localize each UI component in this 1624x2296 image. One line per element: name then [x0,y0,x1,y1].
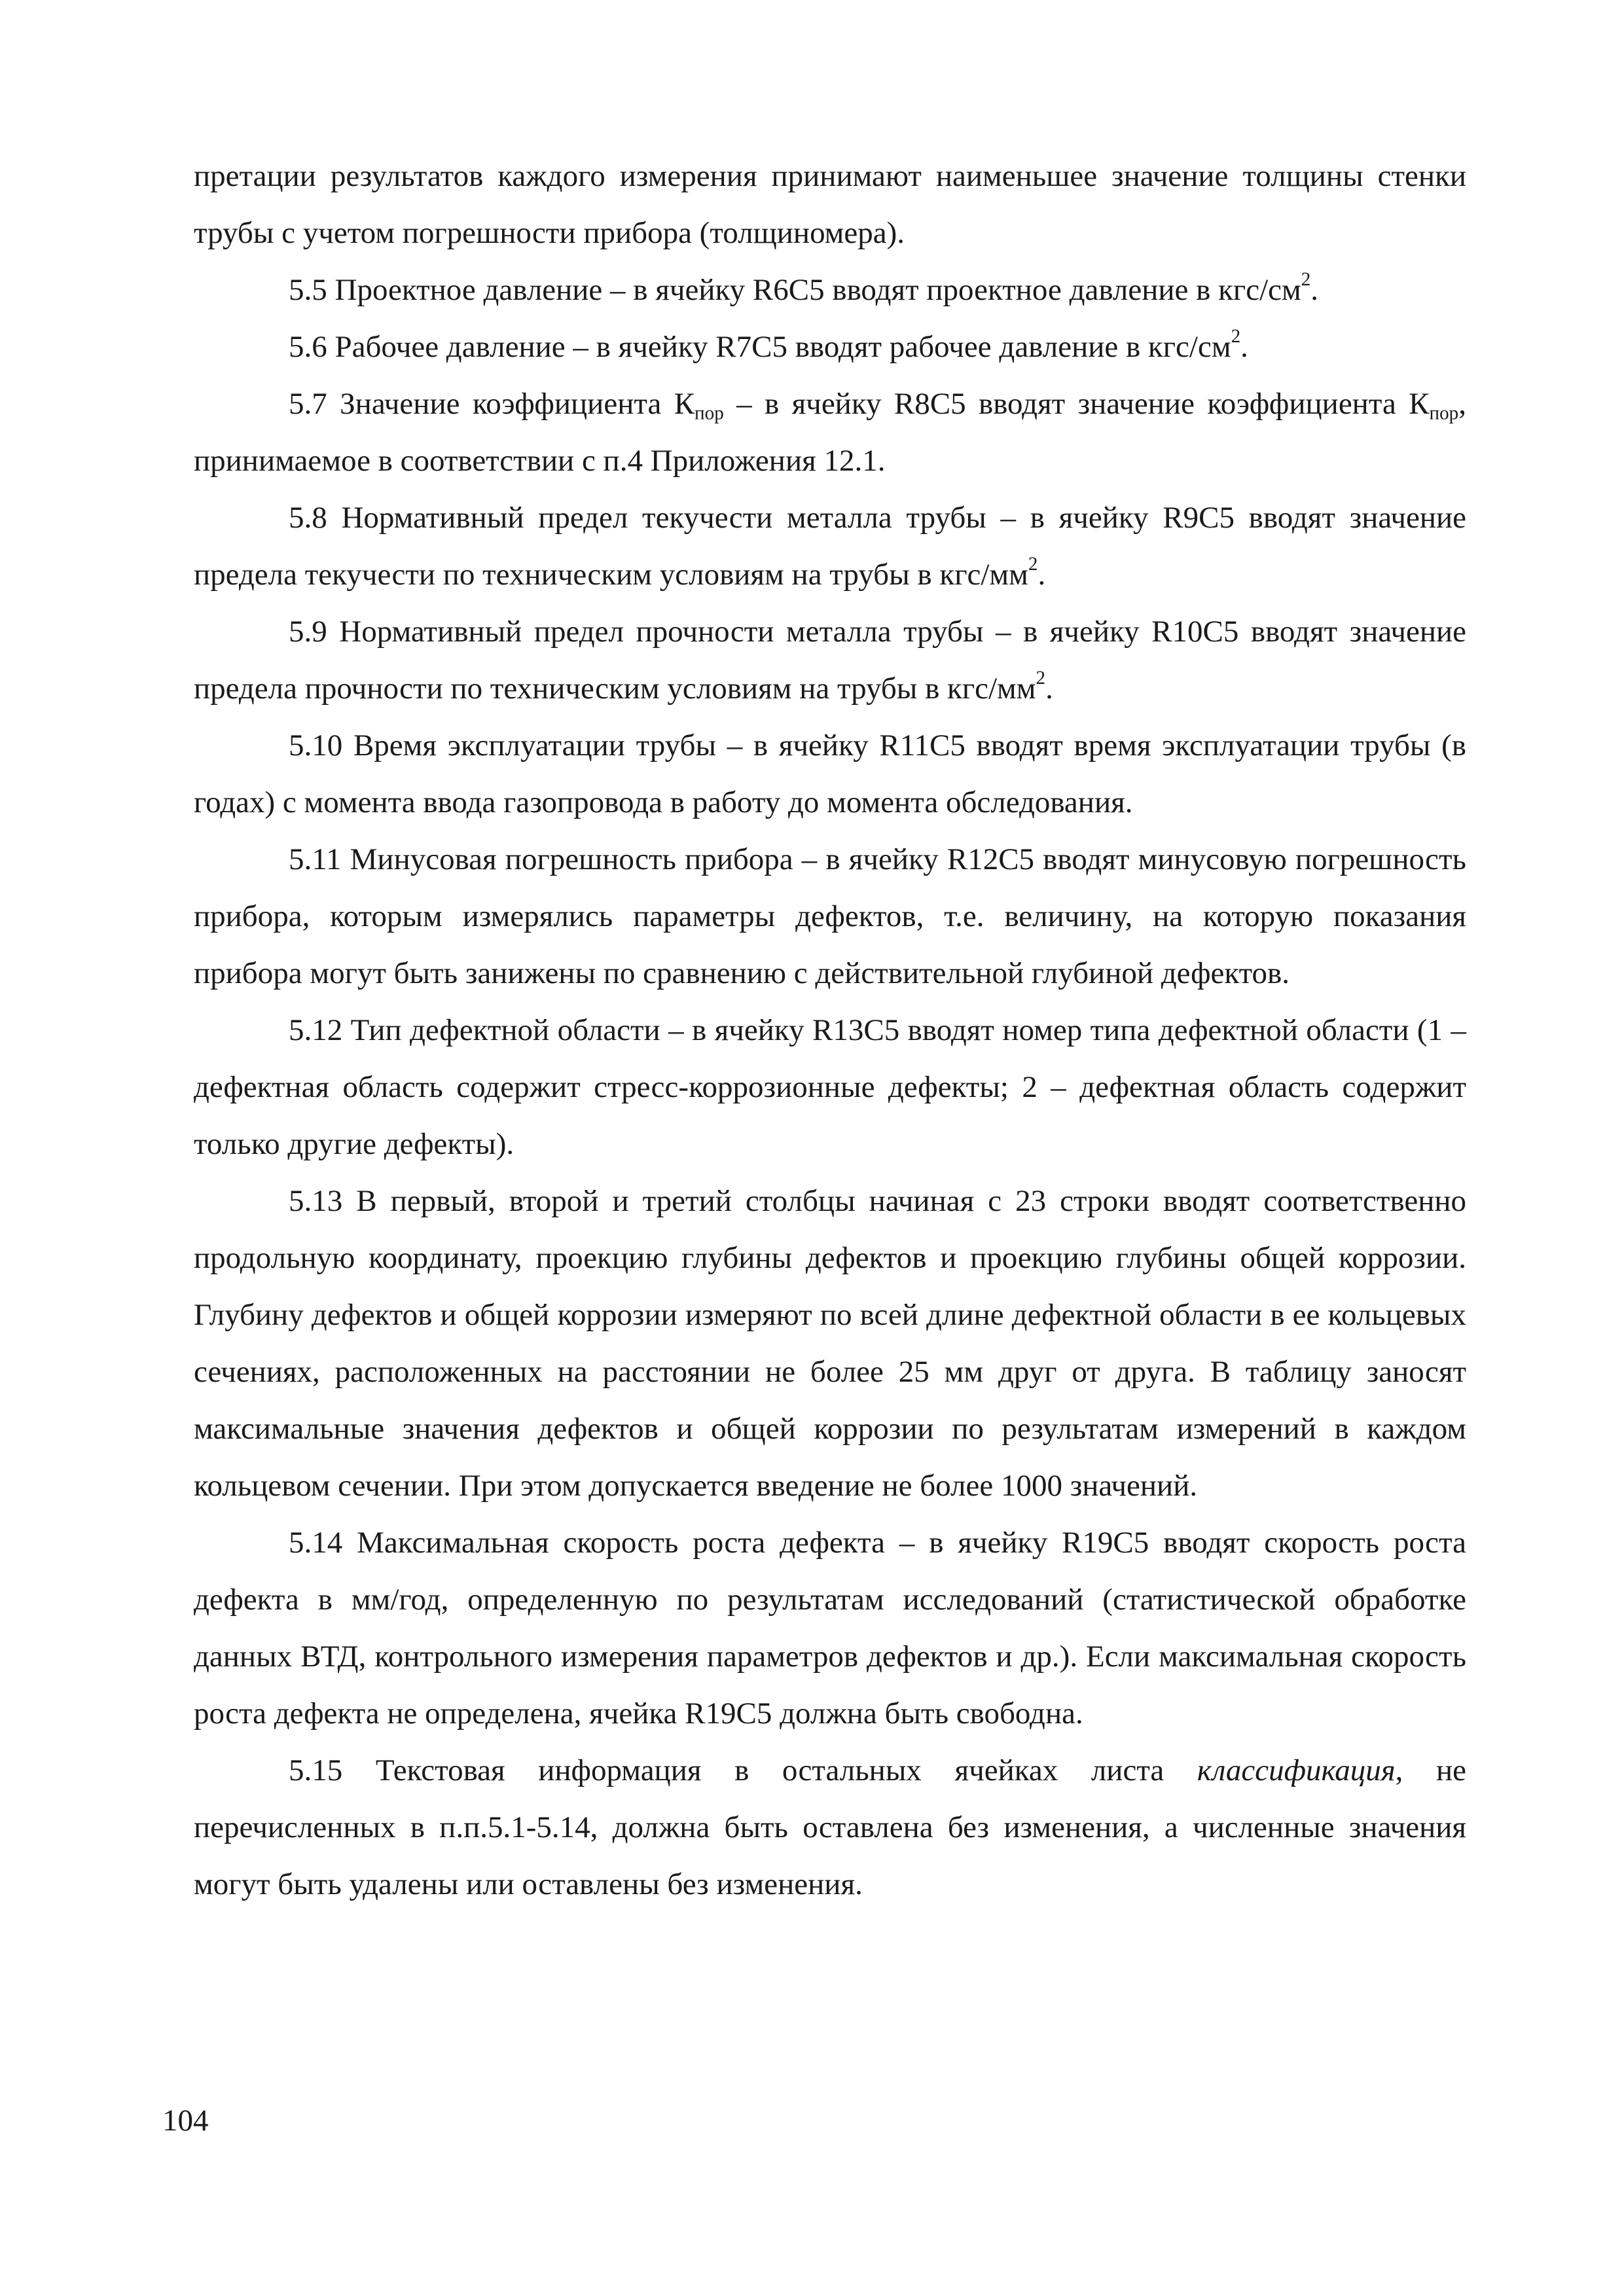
text-run: . [1045,672,1053,706]
subscript: пор [695,403,724,424]
paragraph-p5-13 [194,1173,1466,1515]
text-run: 5.9 Нормативный предел прочности металла трубы – в ячейку R10C5 вводят значение предела прочности по техническим условиям на трубы в кгс/мм [194,615,1466,706]
text-run: 5.12 Тип дефектной области – в ячейку R13C5 вводят номер типа дефектной области (1 – дефектная область содержит стресс-коррозионные дефекты; 2 – дефектная область содержит только другие дефекты). [194,1013,1466,1161]
text-run: 5.14 Максимальная скорость роста дефекта – в ячейку R19C5 вводят скорость роста дефекта в мм/год, определенную по результатам исследований (статистической обработке данных ВТД, контрольного измерения параметров дефектов и др.). Если максимальная скорость роста дефекта не определена, ячейка R19C5 должна быть свободна. [194,1526,1466,1731]
italic-text: классификация [1197,1753,1396,1787]
text-run: . [1310,273,1319,307]
text-run: 5.13 В первый, второй и третий столбцы начиная с 23 строки вводят соответственно продольную координату, проекцию глубины дефектов и проекцию глубины общей коррозии. Глубину дефектов и общей коррозии измеряют по всей длине дефектной области в ее кольцевых сечениях, расположенных на расстоянии не более 25 мм друг от друга. В таблицу заносят максимальные значения дефектов и общей коррозии по результатам измерений в каждом кольцевом сечении. При этом допускается введение не более 1000 значений. [194,1184,1466,1503]
paragraph-p5-14 [194,1515,1466,1742]
text-run: 5.15 Текстовая информация в остальных ячейках листа [289,1753,1197,1787]
paragraph-p5-8 [194,490,1466,603]
paragraph-p5-15 [194,1742,1466,1913]
text-run: 5.8 Нормативный предел текучести металла трубы – в ячейку R9C5 вводят значение предела текучести по техническим условиям на трубы в кгс/мм [194,501,1466,592]
text-run: 5.6 Рабочее давление – в ячейку R7C5 вводят рабочее давление в кгс/см [289,330,1231,364]
paragraph-p5-6 [194,319,1466,376]
paragraph-p5-7 [194,376,1466,490]
text-run: 5.10 Время эксплуатации трубы – в ячейку R11C5 вводят время эксплуатации трубы (в годах) с момента ввода газопровода в работу до момента обследования. [194,728,1466,819]
text-run: . [1038,558,1046,592]
superscript: 2 [1301,269,1311,291]
paragraph-p5-5 [194,262,1466,319]
text-run: 5.11 Минусовая погрешность прибора – в ячейку R12C5 вводят минусовую погрешность прибора, которым измерялись параметры дефектов, т.е. величину, на которую показания прибора могут быть занижены по сравнению с действительной глубиной дефектов. [194,842,1466,990]
text-run: 5.5 Проектное давление – в ячейку R6C5 вводят проектное давление в кгс/см [289,273,1301,307]
body-text [194,148,1466,1913]
paragraph-p0 [194,148,1466,262]
paragraph-p5-12 [194,1002,1466,1173]
page-number: 104 [162,2104,209,2138]
subscript: пор [1429,403,1459,424]
text-run: претации результатов каждого измерения принимают наименьшее значение толщины стенки трубы с учетом погрешности прибора (толщиномера). [194,159,1466,250]
text-run: 5.7 Значение коэффициента К [289,387,695,421]
text-run: – в ячейку R8C5 вводят значение коэффициента К [723,387,1430,421]
superscript: 2 [1028,554,1038,575]
text-run: , принимаемое в соответствии с п.4 Приложения 12.1. [194,387,1466,478]
text-run: . [1240,330,1248,364]
paragraph-p5-10 [194,717,1466,831]
superscript: 2 [1036,668,1046,689]
superscript: 2 [1231,326,1241,348]
paragraph-p5-9 [194,603,1466,717]
paragraph-p5-11 [194,831,1466,1002]
text-run: , не перечисленных в п.п.5.1-5.14, должна быть оставлена без изменения, а численные значения могут быть удалены или оставлены без изменения. [194,1753,1467,1901]
